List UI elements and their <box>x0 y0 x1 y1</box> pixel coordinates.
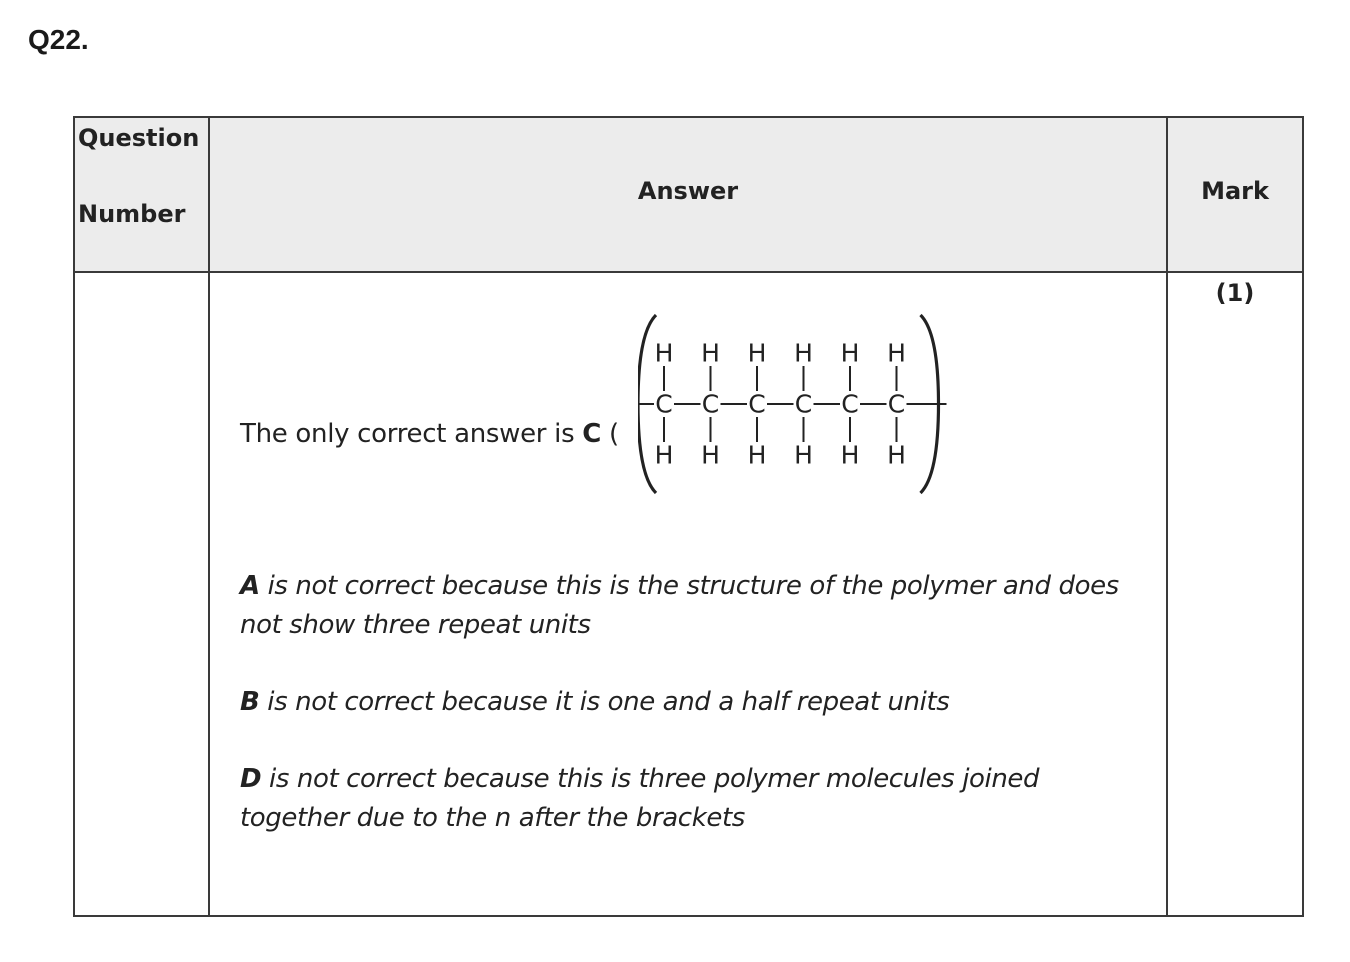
carbon-atom-4: C <box>794 389 813 419</box>
reason-b <box>240 683 1140 722</box>
correct-answer-letter: C <box>582 419 602 449</box>
hydrogen-atom-top-1: H <box>654 338 674 368</box>
mark-header <box>1167 117 1303 272</box>
repeat-unit-structure-diagram <box>638 311 958 501</box>
reason-a <box>240 567 1140 645</box>
answer-cell <box>209 272 1167 916</box>
table-row <box>74 272 1303 916</box>
carbon-atom-1: C <box>655 389 673 419</box>
hydrogen-atom-bottom-2: H <box>701 440 720 470</box>
carbon-atom-3: C <box>748 389 766 419</box>
hydrogen-atom-bottom-6: H <box>887 440 906 470</box>
question-label: Q22. <box>28 24 89 55</box>
correct-answer-suffix: ( <box>601 419 619 449</box>
hydrogen-atom-top-5: H <box>840 338 860 368</box>
answer-header <box>209 117 1167 272</box>
repeat-unit-structure <box>638 311 958 501</box>
question-number-header-line2: Number <box>78 200 186 228</box>
mark-header-label: Mark <box>1201 176 1269 205</box>
carbon-atom-5: C <box>841 389 859 419</box>
question-number-header-line1: Question <box>78 124 200 152</box>
carbon-atom-2: C <box>701 389 720 419</box>
table-header-row <box>74 117 1303 272</box>
mark-cell <box>1167 272 1303 916</box>
hydrogen-atom-top-2: H <box>701 338 720 368</box>
hydrogen-atom-bottom-5: H <box>840 440 860 470</box>
hydrogen-atom-top-4: H <box>794 338 813 368</box>
carbon-atom-6: C <box>887 389 906 419</box>
answer-header-label: Answer <box>637 176 739 205</box>
reason-d <box>240 760 1140 838</box>
hydrogen-atom-bottom-1: H <box>654 440 674 470</box>
correct-answer-prefix: The only correct answer is <box>240 419 583 449</box>
reason-a-letter: A <box>240 571 260 601</box>
reason-d-text: is not correct because this is three polymer molecules joined together due to the n after the brackets <box>240 764 1040 833</box>
reason-d-letter: D <box>240 764 262 794</box>
hydrogen-atom-top-6: H <box>887 338 906 368</box>
hydrogen-atom-bottom-3: H <box>747 440 767 470</box>
question-number-cell <box>74 272 209 916</box>
mark-value: (1) <box>1215 279 1255 307</box>
reason-b-text: is not correct because it is one and a half repeat units <box>259 687 950 717</box>
hydrogen-atom-top-3: H <box>747 338 767 368</box>
hydrogen-atom-bottom-4: H <box>794 440 813 470</box>
correct-answer-line <box>240 419 619 449</box>
question-number-header <box>74 117 209 272</box>
reason-a-text: is not correct because this is the structure of the polymer and does not show three repeat units <box>240 571 1119 640</box>
mark-scheme-table <box>73 116 1304 917</box>
reason-b-letter: B <box>240 687 260 717</box>
